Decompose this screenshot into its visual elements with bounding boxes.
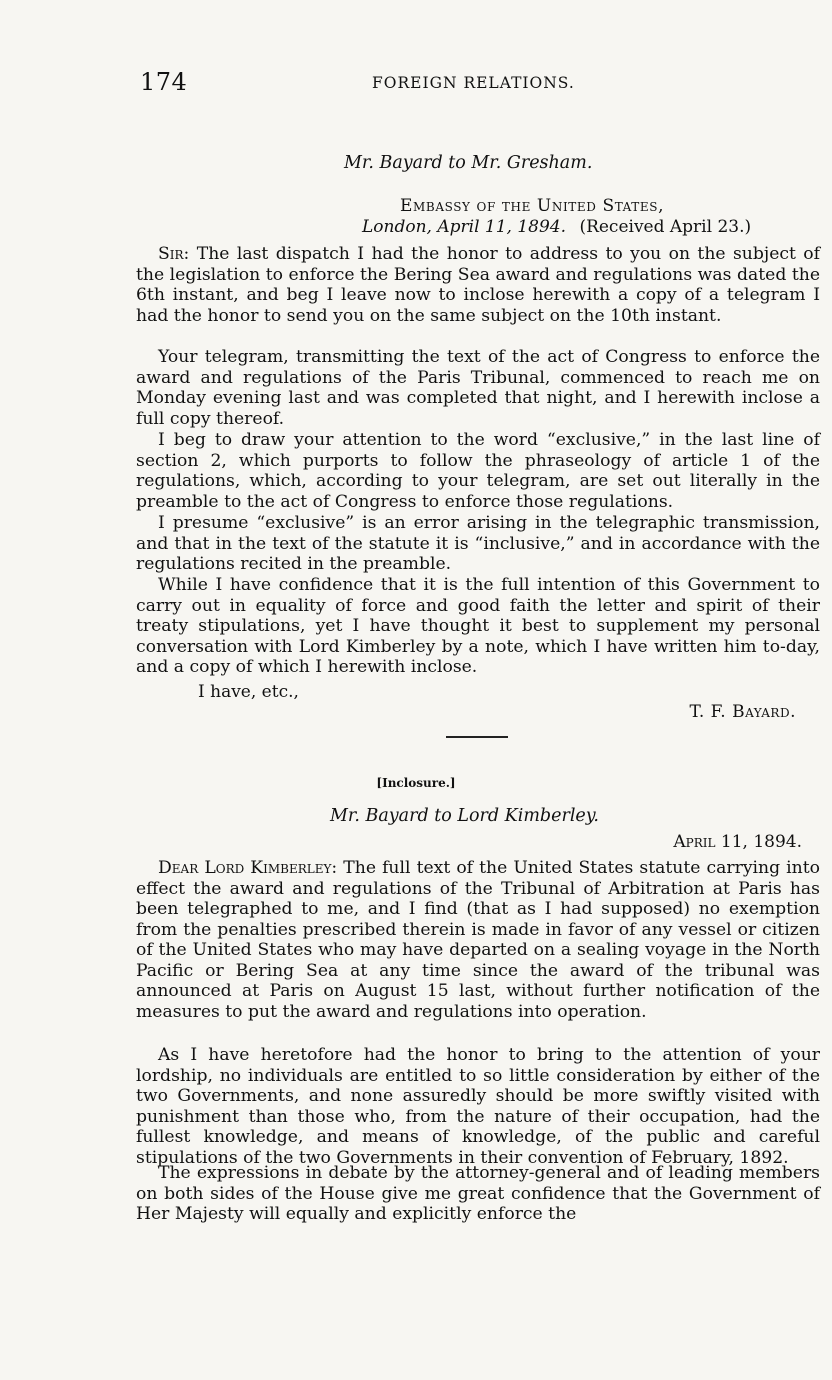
letter-paragraph: Your telegram, transmitting the text of the act of Congress to enforce the award and regulations of the Paris Tribunal, commenced to reach me on Monday evening last and was completed that night, and I herewith inclose a full copy thereof. [136,347,820,429]
received-note: (Received April 23.) [579,217,752,237]
inclosure-paragraph: The expressions in debate by the attorney-general and of leading members on both sides of the House give me great confidence that the Government of Her Majesty will equally and explicitly enforce the [136,1163,820,1224]
letter-heading: Mr. Bayard to Mr. Gresham. [344,153,593,173]
paragraph-text: The last dispatch I had the honor to address to you on the subject of the legislation to enforce the Bering Sea award and regulations was dated the 6th instant, and beg I leave now to inclose herewith a copy of a telegram I had the honor to send you on the same subject on the 10th instant. [136,244,821,326]
running-title: FOREIGN RELATIONS. [372,74,575,92]
dateline [362,217,751,237]
inclosure-heading: Mr. Bayard to Lord Kimberley. [330,806,599,826]
letter-paragraph: While I have confidence that it is the full intention of this Government to carry out in equality of force and good faith the letter and spirit of their treaty stipulations, yet I have thought it best to supplement my personal conversation with Lord Kimberley by a note, which I have written him to-day, and a copy of which I herewith inclose. [136,575,820,677]
inclosure-salutation: Dear Lord Kimberley: [158,858,338,878]
closing: I have, etc., [198,682,299,702]
paragraph-text: The full text of the United States statute carrying into effect the award and regulations of the Tribunal of Arbitration at Paris has been telegraphed to me, and I find (that as I had supposed) no exemption from the penalties prescribed therein is made in favor of any vessel or citizen of the United States who may have departed on a sealing voyage in the North Pacific or Bering Sea at any time since the award of the tribunal was announced at Paris on August 15 last, without further notification of the measures to put the award and regulations into operation. [136,858,820,1022]
page-header [140,68,830,98]
page-number: 174 [140,68,188,96]
letter-paragraph: I presume “exclusive” is an error arising in the telegraphic transmission, and that in the text of the statute it is “inclusive,” and in accordance with the regulations recited in the preamble. [136,513,820,574]
salutation: Sir: [158,244,190,264]
inclosure-date: April 11, 1894. [673,832,802,852]
letter-paragraph: I beg to draw your attention to the word “exclusive,” in the last line of section 2, which purports to follow the phraseology of article 1 of the regulations, which, according to your telegram, are set out literally in the preamble to the act of Congress to enforce those regulations. [136,430,820,512]
inclosure-paragraph [136,858,820,1022]
signature: T. F. Bayard. [689,702,796,722]
section-divider [446,736,508,738]
date-place: London, April 11, 1894. [362,217,567,237]
letter-paragraph [136,244,820,326]
inclosure-label: [Inclosure.] [376,776,456,790]
inclosure-paragraph: As I have heretofore had the honor to bring to the attention of your lordship, no individuals are entitled to so little consideration by either of the two Governments, and none assuredly should be more swiftly visited with punishment than those who, from the nature of their occupation, had the fullest knowledge, and means of knowledge, of the public and careful stipulations of the two Governments in their convention of February, 1892. [136,1045,820,1168]
embassy-line: Embassy of the United States, [400,196,665,216]
